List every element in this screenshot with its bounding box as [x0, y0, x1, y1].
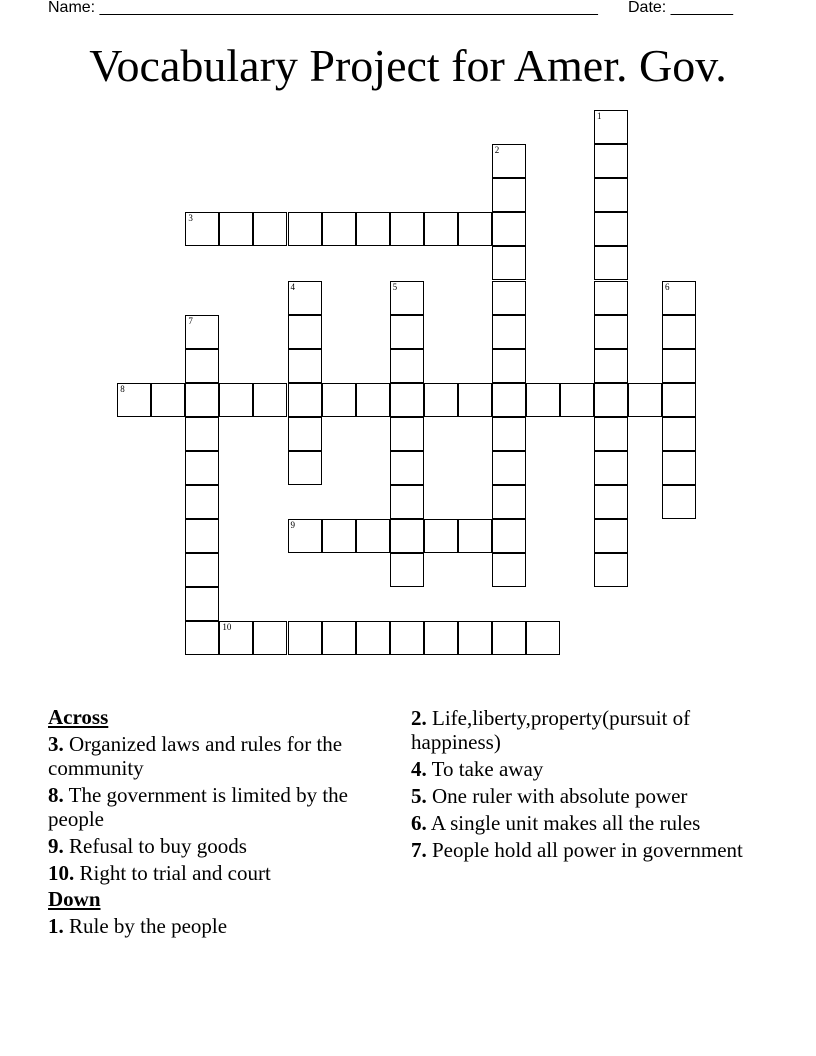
crossword-cell[interactable] [151, 383, 185, 417]
crossword-cell[interactable] [219, 383, 253, 417]
crossword-cell[interactable] [390, 281, 424, 315]
clue-text: A single unit makes all the rules [430, 811, 701, 835]
clue-text: The government is limited by the people [48, 783, 348, 831]
crossword-cell[interactable] [390, 621, 424, 655]
crossword-cell[interactable] [492, 621, 526, 655]
clue-number: 1. [48, 914, 64, 938]
crossword-cell[interactable] [594, 553, 628, 587]
crossword-cell[interactable] [185, 451, 219, 485]
clue-across-3 [48, 732, 378, 780]
clue-number-label: 9 [290, 519, 295, 530]
clue-number-label: 2 [494, 145, 500, 156]
crossword-cell[interactable] [356, 621, 390, 655]
crossword-cell[interactable] [492, 383, 526, 417]
clue-number: 5. [411, 784, 427, 808]
date-field-label: Date: _______ [628, 0, 733, 16]
crossword-cell[interactable] [253, 621, 287, 655]
crossword-cell[interactable] [492, 553, 526, 587]
crossword-cell[interactable] [288, 417, 322, 451]
crossword-cell[interactable] [390, 315, 424, 349]
crossword-cell[interactable] [492, 315, 526, 349]
crossword-cell[interactable] [322, 212, 356, 246]
clue-down-7 [411, 838, 756, 862]
crossword-cell[interactable] [492, 281, 526, 315]
clue-down-1 [48, 914, 378, 938]
crossword-cell[interactable] [594, 417, 628, 451]
crossword-cell[interactable] [390, 451, 424, 485]
clue-across-8 [48, 783, 378, 831]
crossword-cell[interactable] [322, 621, 356, 655]
clue-text: To take away [431, 757, 544, 781]
crossword-cell[interactable] [594, 485, 628, 519]
crossword-cell[interactable] [662, 451, 696, 485]
crossword-cell[interactable] [594, 178, 628, 212]
crossword-cell[interactable] [458, 519, 492, 553]
crossword-cell[interactable] [390, 383, 424, 417]
clue-text: Life,liberty,property(pursuit of happiness) [411, 706, 691, 754]
crossword-cell[interactable] [594, 212, 628, 246]
crossword-cell[interactable] [356, 383, 390, 417]
crossword-cell[interactable] [390, 485, 424, 519]
clue-number-label: 4 [290, 281, 295, 292]
clue-text: People hold all power in government [432, 838, 743, 862]
crossword-cell[interactable] [492, 178, 526, 212]
crossword-cell[interactable] [185, 587, 219, 621]
crossword-cell[interactable] [594, 281, 628, 315]
clue-text: Rule by the people [69, 914, 228, 938]
across-heading: Across [48, 705, 109, 729]
clues-right-column [411, 703, 756, 862]
crossword-cell[interactable] [662, 281, 696, 315]
clue-down-2 [411, 706, 756, 754]
crossword-cell[interactable] [390, 417, 424, 451]
crossword-cell[interactable] [594, 246, 628, 280]
clue-text: Organized laws and rules for the community [48, 732, 343, 780]
clue-number-label: 6 [665, 281, 670, 292]
crossword-cell[interactable] [253, 383, 287, 417]
crossword-cell[interactable] [185, 315, 219, 349]
crossword-cell[interactable] [594, 349, 628, 383]
crossword-cell[interactable] [322, 383, 356, 417]
clue-across-9 [48, 834, 378, 858]
crossword-cell[interactable] [492, 417, 526, 451]
clue-number-label: 3 [188, 213, 193, 224]
crossword-cell[interactable] [594, 383, 628, 417]
crossword-cell[interactable] [594, 315, 628, 349]
clue-number-label: 10 [222, 622, 232, 632]
crossword-cell[interactable] [424, 383, 458, 417]
clue-across-10 [48, 861, 378, 885]
crossword-cell[interactable] [185, 349, 219, 383]
clue-number-label: 8 [120, 383, 125, 394]
crossword-cell[interactable] [492, 519, 526, 553]
clue-number: 4. [411, 757, 427, 781]
crossword-cell[interactable] [288, 519, 322, 553]
crossword-cell[interactable] [560, 383, 594, 417]
clues-left-column [48, 703, 378, 938]
clue-text: One ruler with absolute power [432, 784, 688, 808]
crossword-cell[interactable] [219, 212, 253, 246]
crossword-cell[interactable] [185, 553, 219, 587]
crossword-cell[interactable] [526, 621, 560, 655]
crossword-cell[interactable] [288, 349, 322, 383]
crossword-cell[interactable] [253, 212, 287, 246]
crossword-cell[interactable] [628, 383, 662, 417]
name-field-label: Name: ________________________________________________________ [48, 0, 598, 16]
clue-number: 2. [411, 706, 427, 730]
crossword-cell[interactable] [390, 519, 424, 553]
crossword-cell[interactable] [662, 383, 696, 417]
crossword-cell[interactable] [492, 451, 526, 485]
crossword-cell[interactable] [492, 485, 526, 519]
crossword-cell[interactable] [458, 383, 492, 417]
crossword-cell[interactable] [492, 212, 526, 246]
page-title: Vocabulary Project for Amer. Gov. [89, 40, 727, 91]
clue-number-label: 1 [596, 111, 602, 122]
crossword-cell[interactable] [288, 212, 322, 246]
crossword-cell[interactable] [424, 212, 458, 246]
clue-number: 9. [48, 834, 64, 858]
crossword-cell[interactable] [117, 383, 151, 417]
clue-number: 7. [411, 838, 427, 862]
crossword-cell[interactable] [219, 621, 253, 655]
crossword-cell[interactable] [185, 212, 219, 246]
crossword-cell[interactable] [390, 212, 424, 246]
crossword-cell[interactable] [424, 519, 458, 553]
crossword-cell[interactable] [288, 451, 322, 485]
clue-number: 8. [48, 783, 64, 807]
down-heading: Down [48, 887, 101, 911]
crossword-cell[interactable] [390, 553, 424, 587]
clue-down-4 [411, 757, 756, 781]
clue-number: 10. [48, 861, 75, 885]
crossword-cell[interactable] [288, 383, 322, 417]
crossword-cell[interactable] [662, 485, 696, 519]
clue-number-label: 5 [392, 281, 398, 292]
clue-down-5 [411, 784, 756, 808]
crossword-cell[interactable] [492, 246, 526, 280]
crossword-cell[interactable] [594, 451, 628, 485]
clue-number-label: 7 [188, 315, 193, 326]
crossword-cell[interactable] [594, 110, 628, 144]
crossword-cell[interactable] [662, 417, 696, 451]
crossword-cell[interactable] [594, 519, 628, 553]
crossword-cell[interactable] [185, 519, 219, 553]
crossword-cell[interactable] [424, 621, 458, 655]
crossword-cell[interactable] [185, 383, 219, 417]
clue-number: 6. [411, 811, 427, 835]
crossword-cell[interactable] [594, 144, 628, 178]
crossword-cell[interactable] [356, 519, 390, 553]
crossword-cell[interactable] [288, 315, 322, 349]
crossword-cell[interactable] [458, 621, 492, 655]
crossword-cell[interactable] [390, 349, 424, 383]
crossword-cell[interactable] [492, 144, 526, 178]
crossword-cell[interactable] [356, 212, 390, 246]
clue-down-6 [411, 811, 756, 835]
crossword-cell[interactable] [288, 281, 322, 315]
crossword-cell[interactable] [662, 349, 696, 383]
crossword-cell[interactable] [458, 212, 492, 246]
crossword-cell[interactable] [185, 621, 219, 655]
crossword-cell[interactable] [492, 349, 526, 383]
crossword-cell[interactable] [185, 485, 219, 519]
crossword-cell[interactable] [662, 315, 696, 349]
crossword-cell[interactable] [322, 519, 356, 553]
crossword-cell[interactable] [526, 383, 560, 417]
crossword-cell[interactable] [185, 417, 219, 451]
clue-text: Refusal to buy goods [69, 834, 247, 858]
clue-number: 3. [48, 732, 64, 756]
crossword-cell[interactable] [288, 621, 322, 655]
clue-text: Right to trial and court [79, 861, 271, 885]
